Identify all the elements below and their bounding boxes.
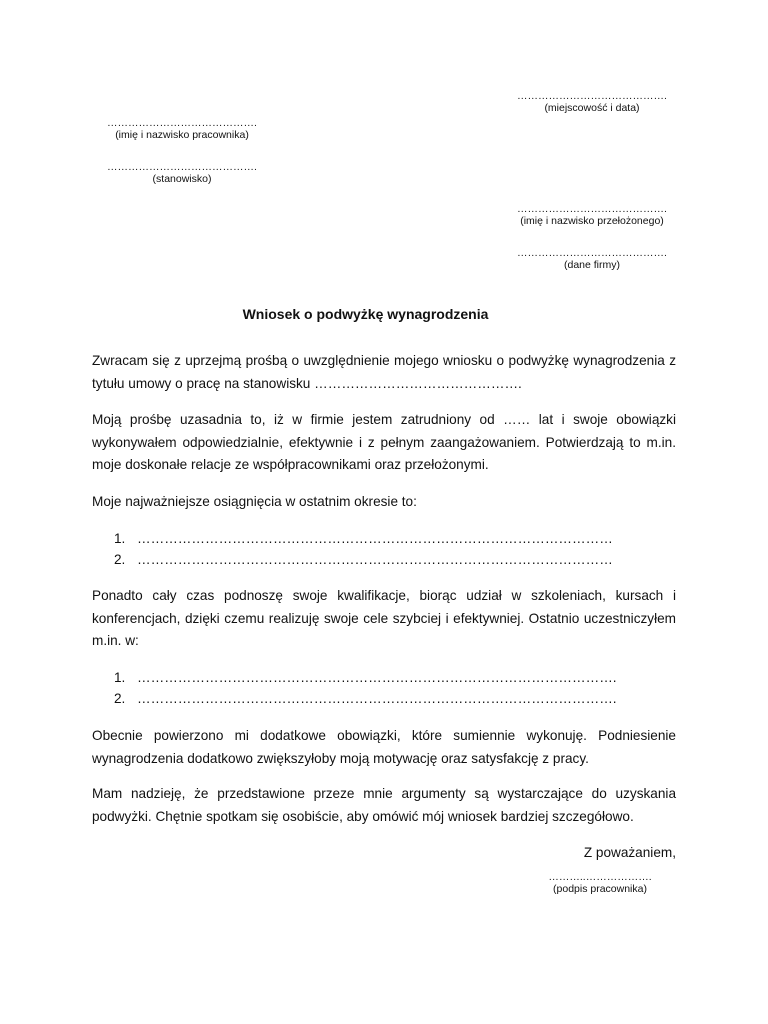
list-item-number: 2. xyxy=(114,691,126,706)
supervisor-name-field xyxy=(507,203,677,227)
paragraph-request: Zwracam się z uprzejmą prośbą o uwzględnienie mojego wniosku o podwyżkę wynagrodzenia z tytułu umowy o pracę na stanowisku ………………………………………. xyxy=(92,353,676,391)
position-dots: ……………………………………. xyxy=(107,161,257,173)
company-dots: ……………………………………. xyxy=(517,247,667,259)
list-item-text: …………………………………………………………………………………………… xyxy=(137,531,613,546)
supervisor-name-dots: ……………………………………. xyxy=(517,203,667,215)
list-item xyxy=(92,688,676,709)
employee-name-dots: ……………………………………. xyxy=(107,117,257,129)
signature-dots: ………..………………. xyxy=(548,871,652,883)
list-item-text: ……………………………………………………………………………………………. xyxy=(137,670,617,685)
paragraph-hope: Mam nadzieję, że przedstawione przeze mnie argumenty są wystarczające do uzyskania podwyżki. Chętnie spotkam się osobiście, aby omówić mój wniosek bardziej szczegółowo. xyxy=(92,786,676,824)
list-item xyxy=(92,667,676,688)
list-item xyxy=(92,549,676,570)
position-caption: (stanowisko) xyxy=(152,173,212,185)
closing-greeting: Z poważaniem, xyxy=(583,845,676,860)
achievements-list xyxy=(92,528,676,570)
place-date-field xyxy=(507,90,677,114)
company-field xyxy=(507,247,677,271)
trainings-list xyxy=(92,667,676,709)
company-caption: (dane firmy) xyxy=(563,259,620,271)
supervisor-name-caption: (imię i nazwisko przełożonego) xyxy=(520,215,664,227)
list-item-text: ……………………………………………………………………………………………. xyxy=(137,691,617,706)
list-item-number: 1. xyxy=(114,531,126,546)
list-item-number: 2. xyxy=(114,552,126,567)
signature-caption: (podpis pracownika) xyxy=(553,883,647,895)
employee-name-field xyxy=(92,117,272,141)
place-date-caption: (miejscowość i data) xyxy=(544,102,640,114)
employee-name-caption: (imię i nazwisko pracownika) xyxy=(115,129,249,141)
list-item-number: 1. xyxy=(114,670,126,685)
position-field xyxy=(92,161,272,185)
paragraph-qualifications: Ponadto cały czas podnoszę swoje kwalifikacje, biorąc udział w szkoleniach, kursach i konferencjach, dzięki czemu realizuję swoje cele szybciej i efektywniej. Ostatnio uczestniczyłem m.in. w: xyxy=(92,588,676,648)
signature-field xyxy=(515,871,685,895)
place-date-dots: ……………………………………. xyxy=(517,90,667,102)
paragraph-justification: Moją prośbę uzasadnia to, iż w firmie jestem zatrudniony od …… lat i swoje obowiązki wykonywałem odpowiedzialnie, efektywnie i z pełnym zaangażowaniem. Potwierdzają to m.in. moje doskonałe relacje ze współpracownikami oraz przełożonymi. xyxy=(92,412,676,472)
list-item-text: …………………………………………………………………………………………… xyxy=(137,552,613,567)
paragraph-additional-duties: Obecnie powierzono mi dodatkowe obowiązki, które sumiennie wykonuję. Podniesienie wynagrodzenia dodatkowo zwiększyłoby moją motywację oraz satysfakcję z pracy. xyxy=(92,728,676,766)
paragraph-achievements-intro: Moje najważniejsze osiągnięcia w ostatnim okresie to: xyxy=(92,494,417,509)
list-item xyxy=(92,528,676,549)
document-title: Wniosek o podwyżkę wynagrodzenia xyxy=(242,306,489,322)
